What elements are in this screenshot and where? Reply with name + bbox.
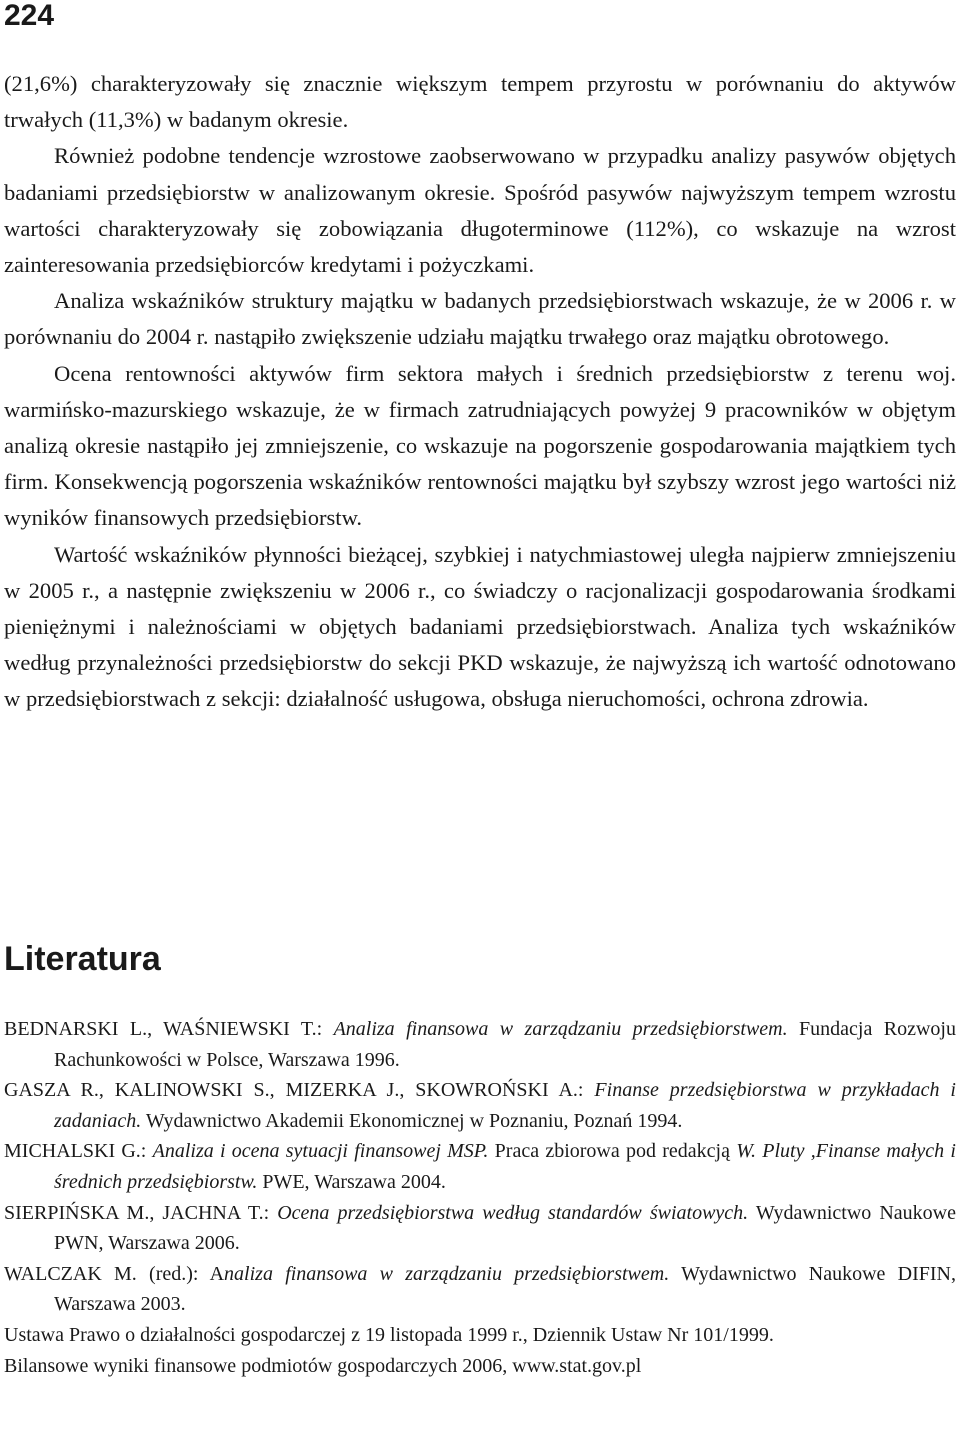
reference-authors: BEDNARSKI L., WAŚNIEWSKI T.: (4, 1018, 334, 1040)
reference-publisher: Wydawnictwo Naukowe PWN, Warszawa 2006. (54, 1201, 956, 1255)
literature-heading: Literatura (4, 940, 161, 978)
paragraph: Wartość wskaźników płynności bieżącej, szybkiej i natychmiastowej uległa najpierw zmniejszeniu w 2005 r., a następnie zwiększeniu w 2006 r., co świadczy o racjonalizacji gospodarowania środkami pieniężnymi i należnościami w objętych badaniami przedsiębiorstwach. Analiza tych wskaźników według przynależności przedsiębiorstw do sekcji PKD wskazuje, że najwyższą ich wartość odnotowano w przedsiębiorstwach z sekcji: działalność usługowa, obsługa nieruchomości, ochrona zdrowia. (4, 541, 956, 712)
paragraph: (21,6%) charakteryzowały się znacznie większym tempem przyrostu w porównaniu do aktywów trwałych (11,3%) w badanym okresie. (4, 71, 956, 133)
reference-publisher: Wydawnictwo Akademii Ekonomicznej w Poznaniu, Poznań 1994. (141, 1109, 683, 1132)
reference-title: naliza finansowa w zarządzaniu przedsiębiorstwem. (224, 1262, 670, 1285)
reference-publisher: Fundacja Rozwoju Rachunkowości w Polsce, Warszawa 1996. (54, 1018, 956, 1071)
reference-title: Analiza i ocena sytuacji finansowej MSP. (152, 1140, 489, 1163)
paragraph: Ocena rentowności aktywów firm sektora małych i średnich przedsiębiorstw z terenu woj. warmińsko-mazurskiego wskazuje, że w firmach zatrudniających powyżej 9 pracowników w objętym analizą okresie nastąpiło jej zmniejszenie, co wskazuje na pogorszenie gospodarowania majątkiem tych firm. Konsekwencją pogorszenia wskaźników rentowności majątku był szybszy wzrost jego wartości niż wyników finansowych przedsiębiorstw. (4, 360, 956, 531)
reference-text: Ustawa Prawo o działalności gospodarczej z 19 listopada 1999 r., Dziennik Ustaw Nr 101/1999. (4, 1323, 774, 1346)
reference-publisher: Praca zbiorowa pod redakcją (488, 1140, 737, 1163)
reference-list (4, 1014, 956, 1381)
reference-item (4, 1075, 956, 1136)
reference-item (4, 1351, 956, 1382)
paragraph: Również podobne tendencje wzrostowe zaobserwowano w przypadku analizy pasywów objętych badaniami przedsiębiorstw w analizowanym okresie. Spośród pasywów najwyższym tempem wzrostu wartości charakteryzowały się zobowiązania długoterminowe (112%), co wskazuje na wzrost zainteresowania przedsiębiorców kredytami i pożyczkami. (4, 143, 956, 278)
reference-publisher: PWE, Warszawa 2004. (257, 1170, 446, 1193)
reference-item (4, 1320, 956, 1351)
reference-item (4, 1014, 956, 1075)
reference-authors: GASZA R., KALINOWSKI S., MIZERKA J., SKOWROŃSKI A.: (4, 1079, 595, 1102)
reference-item (4, 1198, 956, 1259)
reference-authors: WALCZAK M. (red.): A (4, 1262, 225, 1285)
reference-publisher: Wydawnictwo Naukowe DIFIN, Warszawa 2003. (54, 1262, 956, 1316)
page-number: 224 (4, 0, 55, 32)
reference-title: Analiza finansowa w zarządzaniu przedsiębiorstwem. (333, 1018, 788, 1040)
reference-text: Bilansowe wyniki finansowe podmiotów gospodarczych 2006, www.stat.gov.pl (4, 1354, 642, 1377)
reference-authors: SIERPIŃSKA M., JACHNA T.: (4, 1201, 278, 1224)
reference-item (4, 1136, 956, 1197)
paragraph: Analiza wskaźników struktury majątku w badanych przedsiębiorstwach wskazuje, że w 2006 r. w porównaniu do 2004 r. nastąpiło zwiększenie udziału majątku trwałego oraz majątku obrotowego. (4, 288, 956, 350)
body-text (4, 66, 956, 718)
reference-title: Ocena przedsiębiorstwa według standardów światowych. (277, 1201, 749, 1224)
reference-item (4, 1259, 956, 1320)
reference-title: W. Pluty ,Finanse małych i średnich przedsiębiorstw. (54, 1140, 956, 1193)
reference-title: Finanse przedsiębiorstwa w przykładach i zadaniach. (54, 1079, 956, 1132)
reference-authors: MICHALSKI G.: (4, 1140, 153, 1163)
